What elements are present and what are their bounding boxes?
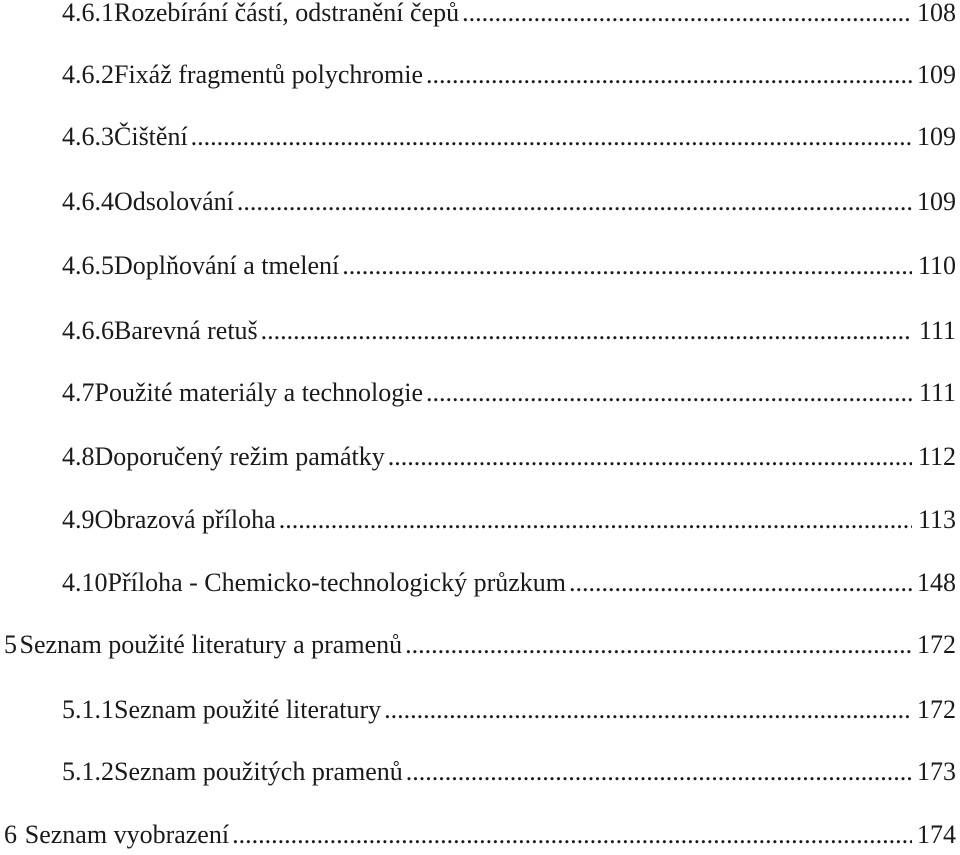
toc-entry-page: 173 bbox=[917, 757, 956, 786]
dot-leader bbox=[569, 563, 912, 603]
dot-leader bbox=[462, 0, 912, 33]
toc-entry-number: 4.6.4 bbox=[62, 187, 114, 216]
toc-entry[interactable] bbox=[62, 500, 956, 540]
toc-entry-page: 113 bbox=[917, 505, 956, 534]
toc-entry-number: 6 bbox=[4, 820, 17, 849]
toc-entry-number: 4.7 bbox=[62, 378, 95, 407]
toc-entry-title: Fixáž fragmentů polychromie bbox=[114, 60, 424, 89]
toc-entry[interactable] bbox=[62, 373, 956, 413]
toc-entry-number: 4.6.5 bbox=[62, 251, 114, 280]
toc-entry[interactable] bbox=[62, 690, 956, 730]
toc-entry-number: 5.1.2 bbox=[62, 757, 114, 786]
dot-leader bbox=[384, 690, 912, 730]
toc-entry-title: Příloha - Chemicko-technologický průzkum bbox=[107, 568, 567, 597]
toc-entry-number: 4.10 bbox=[62, 568, 108, 597]
toc-entry-page: 109 bbox=[917, 122, 956, 151]
toc-entry[interactable] bbox=[62, 246, 956, 286]
dot-leader bbox=[406, 752, 912, 792]
toc-entry-title: Obrazová příloha bbox=[94, 505, 276, 534]
toc-entry-number: 5.1.1 bbox=[62, 695, 114, 724]
dot-leader bbox=[237, 182, 912, 222]
toc-entry[interactable] bbox=[62, 752, 956, 792]
toc-entry-page: 148 bbox=[917, 568, 956, 597]
toc-entry-page: 111 bbox=[918, 316, 956, 345]
toc-entry-number: 4.6.3 bbox=[62, 122, 114, 151]
toc-entry-title: Doplňování a tmelení bbox=[114, 251, 340, 280]
toc-entry[interactable] bbox=[62, 182, 956, 222]
toc-entry-number: 4.6.2 bbox=[62, 60, 114, 89]
toc-entry-title: Odsolování bbox=[114, 187, 234, 216]
toc-entry-page: 109 bbox=[917, 60, 956, 89]
toc-entry-title: Seznam vyobrazení bbox=[24, 820, 230, 849]
dot-leader bbox=[342, 246, 912, 286]
dot-leader bbox=[191, 117, 912, 157]
dot-leader bbox=[279, 500, 912, 540]
toc-entry-number: 4.8 bbox=[62, 442, 95, 471]
toc-entry-title: Rozebírání částí, odstranění čepů bbox=[114, 0, 460, 27]
toc-entry[interactable] bbox=[62, 437, 956, 477]
toc-entry-number: 4.6.1 bbox=[62, 0, 114, 27]
toc-entry[interactable] bbox=[62, 55, 956, 95]
toc-entry-page: 112 bbox=[917, 442, 956, 471]
toc-entry-page: 111 bbox=[918, 378, 956, 407]
toc-entry-number: 4.6.6 bbox=[62, 316, 114, 345]
toc-entry[interactable] bbox=[62, 117, 956, 157]
toc-entry-title: Seznam použité literatury a pramenů bbox=[19, 630, 403, 659]
toc-entry-title: Barevná retuš bbox=[114, 316, 258, 345]
dot-leader bbox=[426, 55, 912, 95]
toc-entry-page: 172 bbox=[917, 695, 956, 724]
toc-entry-title: Seznam použité literatury bbox=[114, 695, 382, 724]
toc-entry[interactable] bbox=[62, 563, 956, 603]
toc-entry-page: 109 bbox=[917, 187, 956, 216]
toc-entry-number: 5 bbox=[4, 630, 17, 659]
toc-entry-page: 108 bbox=[917, 0, 956, 27]
dot-leader bbox=[405, 625, 912, 665]
toc-entry[interactable] bbox=[62, 311, 956, 351]
dot-leader bbox=[261, 311, 912, 351]
toc-entry-title: Doporučený režim památky bbox=[94, 442, 385, 471]
dot-leader bbox=[426, 373, 912, 413]
toc-entry-number: 4.9 bbox=[62, 505, 95, 534]
toc-entry-title: Čištění bbox=[114, 122, 188, 151]
toc-entry-page: 174 bbox=[917, 820, 956, 849]
dot-leader bbox=[232, 815, 912, 855]
toc-entry[interactable] bbox=[62, 0, 956, 33]
toc-entry[interactable] bbox=[4, 815, 956, 855]
toc-entry-title: Seznam použitých pramenů bbox=[114, 757, 403, 786]
dot-leader bbox=[388, 437, 912, 477]
toc-entry-title: Použité materiály a technologie bbox=[94, 378, 423, 407]
toc-entry-page: 172 bbox=[917, 630, 956, 659]
toc-entry[interactable] bbox=[4, 625, 956, 665]
toc-entry-page: 110 bbox=[917, 251, 956, 280]
